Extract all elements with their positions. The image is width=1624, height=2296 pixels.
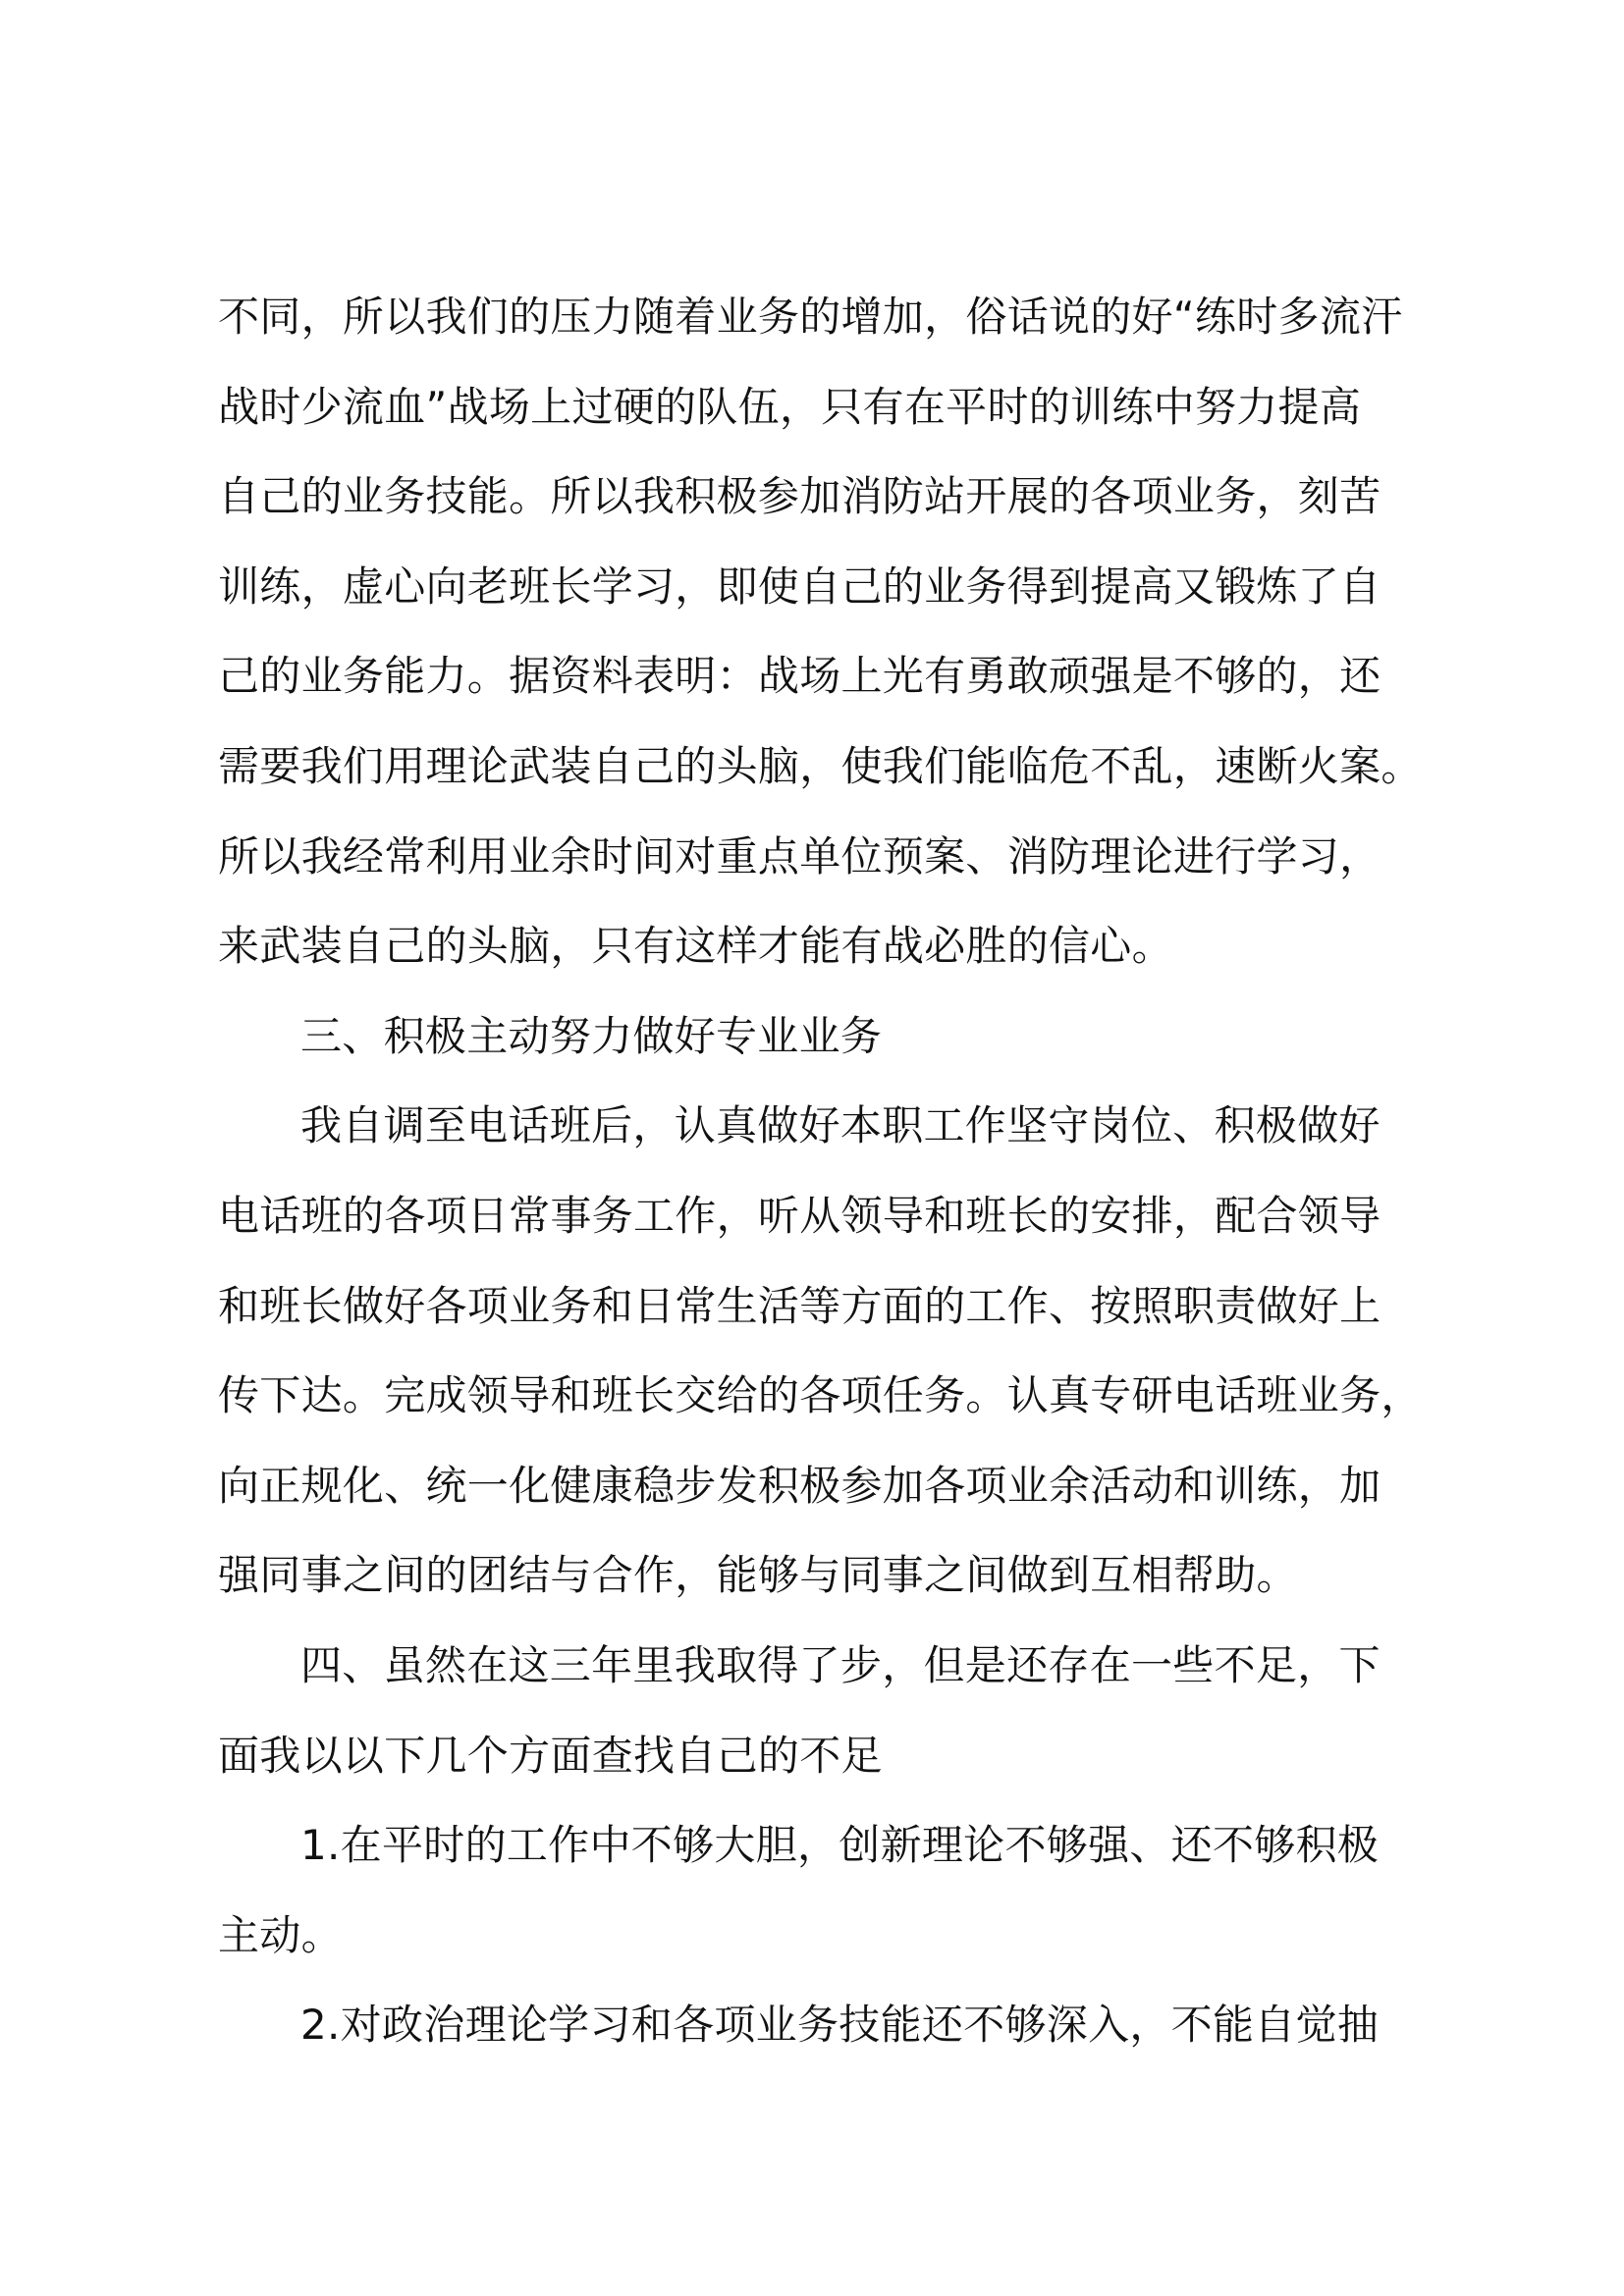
list-item-continued: 主动。 xyxy=(218,1910,343,1959)
paragraph-line: 来武装自己的头脑，只有这样才能有战必胜的信心。 xyxy=(218,922,1173,971)
paragraph-line: 需要我们用理论武装自己的头脑，使我们能临危不乱，速断火案。 xyxy=(218,741,1423,790)
paragraph-line: 电话班的各项日常事务工作，听从领导和班长的安排，配合领导 xyxy=(218,1191,1381,1240)
paragraph-line: 自己的业务技能。所以我积极参加消防站开展的各项业务，刻苦 xyxy=(218,472,1381,521)
paragraph-line: 我自调至电话班后，认真做好本职工作坚守岗位、积极做好 xyxy=(300,1101,1380,1150)
paragraph-line: 战时少流血”战场上过硬的队伍，只有在平时的训练中努力提高 xyxy=(218,382,1362,431)
paragraph-line: 己的业务能力。据资料表明：战场上光有勇敢顽强是不够的，还 xyxy=(218,652,1381,701)
paragraph-line: 所以我经常利用业余时间对重点单位预案、消防理论进行学习， xyxy=(218,831,1381,881)
paragraph-line: 不同，所以我们的压力随着业务的增加，俗话说的好“练时多流汗 xyxy=(218,293,1403,341)
paragraph-line: 强同事之间的团结与合作，能够与同事之间做到互相帮助。 xyxy=(218,1551,1298,1600)
paragraph-line: 向正规化、统一化健康稳步发积极参加各项业余活动和训练，加 xyxy=(218,1461,1381,1510)
paragraph-line: 训练，虚心向老班长学习，即使自己的业务得到提高又锻炼了自 xyxy=(218,561,1381,611)
section-heading-continued: 面我以以下几个方面查找自己的不足 xyxy=(218,1731,883,1780)
section-heading: 四、虽然在这三年里我取得了步，但是还存在一些不足，下 xyxy=(300,1640,1380,1689)
section-heading: 三、积极主动努力做好专业业务 xyxy=(300,1011,883,1060)
paragraph-line: 和班长做好各项业务和日常生活等方面的工作、按照职责做好上 xyxy=(218,1281,1381,1330)
list-item: 2.对政治理论学习和各项业务技能还不够深入，不能自觉抽 xyxy=(300,2001,1380,2050)
list-item: 1.在平时的工作中不够大胆，创新理论不够强、还不够积极 xyxy=(300,1821,1380,1870)
body-text xyxy=(218,272,1435,2070)
paragraph-line: 传下达。完成领导和班长交给的各项任务。认真专研电话班业务， xyxy=(218,1371,1423,1420)
